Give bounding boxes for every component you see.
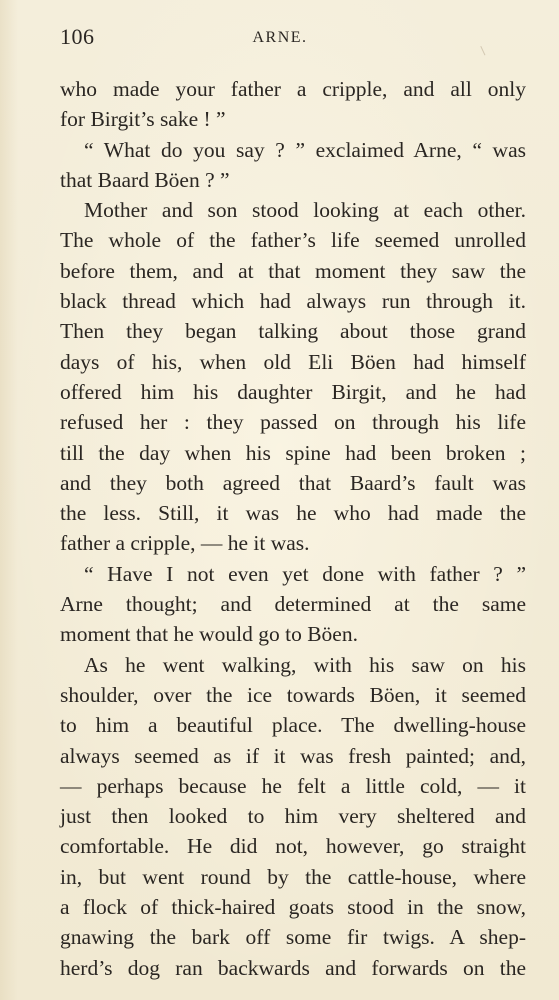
text-line: offered him his daughter Birgit, and he had [60, 379, 526, 404]
text-line: “ What do you say ? ” exclaimed Arne, “ was [84, 137, 526, 162]
text-line: and they both agreed that Baard’s fault was [60, 470, 526, 495]
text-line: “ Have I not even yet done with father ? ” [84, 561, 526, 586]
text-line: that Baard Böen ? ” [60, 167, 230, 192]
text-line: the less. Still, it was he who had made the [60, 501, 526, 526]
text-line: before them, and at that moment they saw the [60, 258, 526, 283]
text-line: The whole of the father’s life seemed unrolled [60, 228, 526, 253]
text-line: to him a beautiful place. The dwelling-house [60, 713, 526, 738]
text-line: comfortable. He did not, however, go straight [60, 834, 526, 859]
text-line: just then looked to him very sheltered and [60, 804, 526, 829]
page-header [60, 24, 500, 58]
text-line: a flock of thick-haired goats stood in the snow, [60, 895, 526, 920]
text-line: refused her : they passed on through his life [60, 410, 526, 435]
text-line: in, but went round by the cattle-house, where [60, 864, 526, 889]
text-line: moment that he would go to Böen. [60, 622, 358, 647]
text-line: for Birgit’s sake ! ” [60, 107, 226, 132]
body-text [60, 74, 526, 983]
running-head: ARNE. [252, 29, 308, 46]
text-line: days of his, when old Eli Böen had himself [60, 349, 526, 374]
text-line: black thread which had always run through it. [60, 289, 526, 314]
text-line: herd’s dog ran backwards and forwards on the [60, 955, 526, 980]
text-line: father a cripple, — he it was. [60, 531, 310, 556]
text-line: Mother and son stood looking at each other. [84, 198, 526, 223]
text-line: gnawing the bark off some fir twigs. A shep- [60, 925, 526, 950]
text-line: — perhaps because he felt a little cold, — it [60, 773, 526, 798]
text-line: shoulder, over the ice towards Böen, it seemed [60, 682, 526, 707]
text-line: always seemed as if it was fresh painted; and, [60, 743, 526, 768]
text-line: As he went walking, with his saw on his [84, 652, 526, 677]
text-line: till the day when his spine had been broken ; [60, 440, 526, 465]
text-line: who made your father a cripple, and all only [60, 77, 526, 101]
text-line: Then they began talking about those grand [60, 319, 526, 344]
page-number: 106 [60, 24, 95, 49]
text-line: Arne thought; and determined at the same [60, 592, 526, 617]
